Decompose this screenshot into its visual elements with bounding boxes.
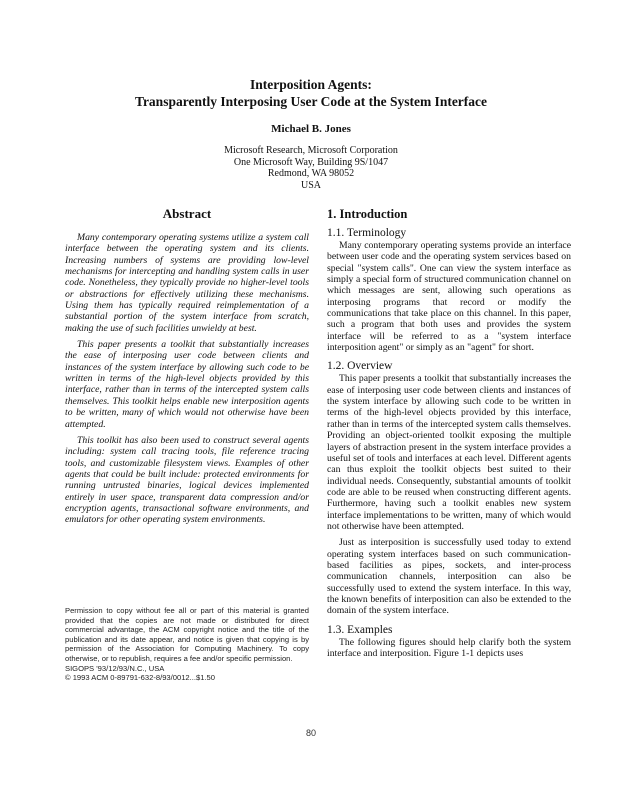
- copyright-line: © 1993 ACM 0-89791-632-8/93/0012...$1.50: [65, 673, 215, 683]
- copyright-permission: Permission to copy without fee all or part of this material is granted provided that the copies are not made or distributed for direct commercial advantage, the ACM copyright notice and the title of the publication and its date appear, and notice is given that copying is by permission of the Association for Computing Machinery. To copy otherwise, or to republish, requires a fee and/or specific permission.: [65, 606, 309, 663]
- conference-line: SIGOPS '93/12/93/N.C., USA: [65, 663, 165, 673]
- abstract-paragraph: This toolkit has also been used to construct several agents including: system call tracing tools, file reference tracing tools, and customizable filesystem views. Examples of other agents that could be built include: protected environments for running untrusted binaries, logical devices implemented entirely in user space, transparent data compression and/or encryption agents, transactional software environments, and emulators for other operating system environments.: [65, 434, 309, 526]
- affiliation-line: One Microsoft Way, Building 9S/1047: [233, 156, 389, 168]
- section-paragraph: The following figures should help clarify both the system interface and interposition. Figure 1-1 depicts uses: [327, 636, 571, 659]
- copyright-notice: [65, 606, 309, 683]
- affiliation-line: USA: [300, 179, 321, 191]
- section-paragraph: Many contemporary operating systems provide an interface between user code and the operating system services based on special "system calls". One can view the system interface as simply a special form of structured communication channel on which messages are sent, allowing such operations as interposing programs that record or modify the communications that take place on this channel. In this paper, such a program that both uses and provides the system interface will be referred to as a "system interface interposition agent" or simply as an "agent" for short.: [327, 240, 571, 354]
- section-heading-terminology: 1.1. Terminology: [327, 227, 407, 239]
- abstract-paragraph: Many contemporary operating systems utilize a system call interface between the operating system and its clients. Increasing numbers of systems are providing low-level mechanisms for intercepting and handling system calls in user code. Nonetheless, they typically provide no higher-level tools or abstractions for effectively utilizing these mechanisms. Using them has typically required reimplementation of a substantial portion of the system interface from scratch, making the use of such facilities unwieldy at best.: [65, 232, 309, 334]
- paper-title-line2: Transparently Interposing User Code at the System Interface: [134, 94, 488, 109]
- abstract-paragraph: This paper presents a toolkit that substantially increases the ease of interposing user code between clients and instances of the system interface by allowing such code to be written in terms of the high-level objects provided by this interface, rather than in terms of the intercepted system calls themselves. This toolkit helps enable new interposition agents to be written, many of which would not otherwise have been attempted.: [65, 339, 309, 430]
- abstract-column: [65, 206, 309, 526]
- section-paragraph: This paper presents a toolkit that substantially increases the ease of interposing user code between clients and instances of the system interface by allowing such code to be written in terms of the high-level objects provided by this interface, rather than in terms of the intercepted system calls themselves. Providing an object-oriented toolkit exposing the multiple layers of abstraction present in the system interface provides a useful set of tools and interfaces at each level. Different agents can thus exploit the toolkit objects best suited to their individual needs. Consequently, substantial amounts of toolkit code are able to be reused when constructing different agents. Furthermore, having such a toolkit enables new system interface implementations to be written, many of which would not otherwise have been attempted.: [327, 373, 571, 532]
- author-name: Michael B. Jones: [271, 123, 351, 135]
- introduction-column: [327, 206, 571, 659]
- introduction-heading: 1. Introduction: [327, 207, 408, 221]
- abstract-heading: Abstract: [162, 206, 212, 221]
- affiliation-line: Redmond, WA 98052: [267, 168, 355, 179]
- section-heading-overview: 1.2. Overview: [327, 360, 393, 373]
- page-number: 80: [305, 728, 316, 738]
- affiliation-line: Microsoft Research, Microsoft Corporation: [224, 145, 398, 156]
- title-block: [0, 77, 622, 191]
- paper-title-line1: Interposition Agents:: [250, 77, 372, 92]
- section-paragraph: Just as interposition is successfully used today to extend operating system interfaces based on such communication-based facilities as pipes, sockets, and inter-process communication channels, interposition can also be successfully used to extend the system interface. In this way, the known benefits of interposition can also be extended to the domain of the system interface.: [327, 537, 571, 617]
- section-heading-examples: 1.3. Examples: [327, 623, 393, 636]
